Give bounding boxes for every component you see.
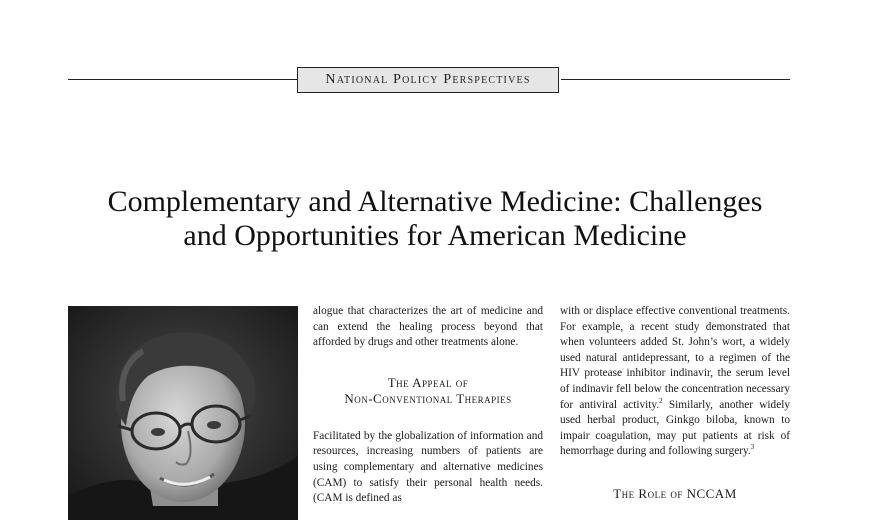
author-photo bbox=[68, 306, 298, 520]
author-photo-image bbox=[68, 306, 298, 520]
title-line-1: Complementary and Alternative Medicine: Challenges bbox=[107, 185, 763, 218]
section-label: National Policy Perspectives bbox=[297, 67, 559, 93]
paragraph: Facilitated by the globalization of information and resources, increasing numbers of patients are using complementary and alternative medicines (CAM) to satisfy their personal health needs. (CAM is defined as bbox=[313, 429, 543, 505]
section-heading-cut: The Role of NCCAM bbox=[613, 485, 737, 501]
paragraph-text: with or displace effective conventional treatments. For example, a recent study demonstrated that when volunteers added St. John’s wort, a widely used natural antidepressant, to a regimen of the HIV protease inhibitor indinavir, the serum level of indinavir fell below the concentration necessary for antiviral activity. bbox=[560, 305, 790, 411]
paragraph-text: Similarly, another widely used herbal product, Ginkgo biloba, known to impair coagulation, may put patients at risk of hemorrhage during and following surgery. bbox=[560, 398, 791, 458]
section-heading bbox=[313, 375, 543, 407]
article-title bbox=[40, 185, 830, 253]
heading-line-2: Non-Conventional Therapies bbox=[344, 390, 512, 406]
title-line-2: and Opportunities for American Medicine bbox=[183, 219, 687, 252]
paragraph bbox=[560, 304, 790, 460]
paragraph: alogue that characterizes the art of medicine and can extend the healing process beyond that afforded by drugs and other treatments alone. bbox=[313, 305, 543, 349]
reference-marker: 2 bbox=[659, 396, 663, 405]
column-right bbox=[560, 304, 790, 502]
heading-line-1: The Appeal of bbox=[387, 374, 469, 390]
column-middle bbox=[313, 304, 543, 507]
header-rule-left bbox=[68, 79, 297, 80]
header-rule-right bbox=[561, 79, 790, 80]
reference-marker: 3 bbox=[750, 443, 755, 452]
